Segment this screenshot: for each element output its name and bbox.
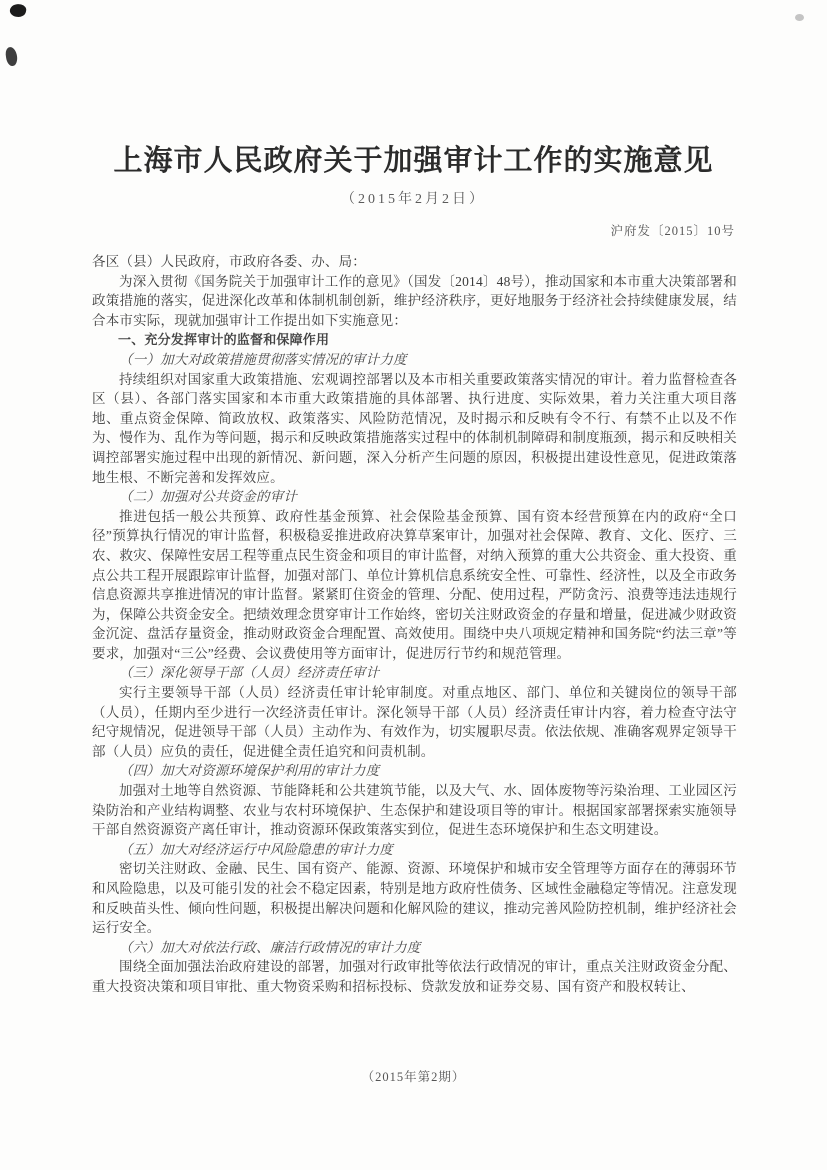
subsection-heading: （六）加大对依法行政、廉洁行政情况的审计力度 bbox=[119, 939, 421, 955]
body-paragraph: 加强对土地等自然资源、节能降耗和公共建筑节能，以及大气、水、固体废物等污染治理、工业园区污染防治和产业结构调整、农业与农村环境保护、生态保护和建设项目等的审计。根据国家部署探索实施领导干部自然资源资产离任审计，推动资源环保政策落实到位，促进生态环境保护和生态文明建设。 bbox=[92, 783, 737, 838]
subsection-heading: （四）加大对资源环境保护利用的审计力度 bbox=[119, 763, 380, 779]
scan-artifact-left bbox=[5, 46, 19, 66]
section-heading: 一、充分发挥审计的监督和保障作用 bbox=[118, 332, 330, 348]
document-date: （2015年2月2日） bbox=[341, 192, 486, 207]
body-paragraph: 围绕全面加强法治政府建设的部署，加强对行政审批等依法行政情况的审计，重点关注财政资金分配、重大投资决策和项目审批、重大物资采购和招标投标、贷款发放和证券交易、国有资产和股权转让、 bbox=[92, 959, 737, 994]
document-title: 上海市人民政府关于加强审计工作的实施意见 bbox=[113, 145, 714, 177]
body-paragraph: 持续组织对国家重大政策措施、宏观调控部署以及本市相关重要政策落实情况的审计。着力监督检查各区（县）、各部门落实国家和本市重大政策措施的具体部署、执行进度、实际效果，着力关注重大项目落地、重点资金保障、简政放权、政策落实、风险防范情况，及时揭示和反映有令不行、有禁不止以及不作为、慢作为、乱作为等问题，揭示和反映政策措施落实过程中的体制机制障碍和制度瓶颈，揭示和反映相关调控部署实施过程中出现的新情况、新问题，深入分析产生问题的原因，积极提出建设性意见，促进政策落地生根、不断完善和发挥效应。 bbox=[92, 371, 737, 485]
body-paragraph: 实行主要领导干部（人员）经济责任审计轮审制度。对重点地区、部门、单位和关键岗位的领导干部（人员），任期内至少进行一次经济责任审计。深化领导干部（人员）经济责任审计内容，着力检查守法守纪守规情况，促进领导干部（人员）主动作为、有效作为，切实履职尽责。依法依规、准确客观界定领导干部（人员）应负的责任，促进健全责任追究和问责机制。 bbox=[92, 685, 737, 759]
subsection-heading: （一）加大对政策措施贯彻落实情况的审计力度 bbox=[119, 351, 407, 367]
body-paragraph: 密切关注财政、金融、民生、国有资产、能源、资源、环境保护和城市安全管理等方面存在的薄弱环节和风险隐患，以及可能引发的社会不稳定因素，特别是地方政府性债务、区域性金融稳定等情况。注意发现和反映苗头性、倾向性问题，积极提出解决问题和化解风险的建议，推动完善风险防控机制，维护经济社会运行安全。 bbox=[92, 861, 737, 936]
subsection-heading: （二）加强对公共资金的审计 bbox=[119, 489, 298, 505]
body-paragraph: 为深入贯彻《国务院关于加强审计工作的意见》（国发〔2014〕48号），推动国家和本市重大决策部署和政策措施的落实，促进深化改革和体制机制创新，维护经济秩序，更好地服务于经济社会持续健康发展，结合本市实际，现就加强审计工作提出如下实施意见： bbox=[92, 273, 737, 328]
page-footer: （2015年第2期） bbox=[361, 1070, 466, 1084]
subsection-heading: （五）加大对经济运行中风险隐患的审计力度 bbox=[119, 841, 393, 857]
scan-artifact-top-left bbox=[9, 2, 27, 18]
document-number: 沪府发〔2015〕10号 bbox=[610, 224, 735, 238]
subsection-heading: （三）深化领导干部（人员）经济责任审计 bbox=[119, 665, 380, 681]
body-paragraph: 推进包括一般公共预算、政府性基金预算、社会保险基金预算、国有资本经营预算在内的政府“全口径”预算执行情况的审计监督，积极稳妥推进政府决算草案审计，加强对社会保障、教育、文化、医疗、三农、救灾、保障性安居工程等重点民生资金和项目的审计监督，对纳入预算的重大公共资金、重大投资、重点公共工程开展跟踪审计监督，加强对部门、单位计算机信息系统安全性、可靠性、经济性，以及全市政务信息资源共享推进情况的审计监督。紧紧盯住资金的管理、分配、使用过程，严防贪污、浪费等违法违规行为，保障公共资金安全。把绩效理念贯穿审计工作始终，密切关注财政资金的存量和增量，促进减少财政资金沉淀、盘活存量资金，推动财政资金合理配置、高效使用。围绕中央八项规定精神和国务院“约法三章”等要求，加强对“三公”经费、会议费使用等方面审计，促进厉行节约和规范管理。 bbox=[92, 508, 737, 661]
scan-artifact-top-right bbox=[795, 14, 804, 21]
document-body bbox=[92, 252, 737, 997]
salutation-line: 各区（县）人民政府，市政府各委、办、局： bbox=[92, 254, 366, 269]
